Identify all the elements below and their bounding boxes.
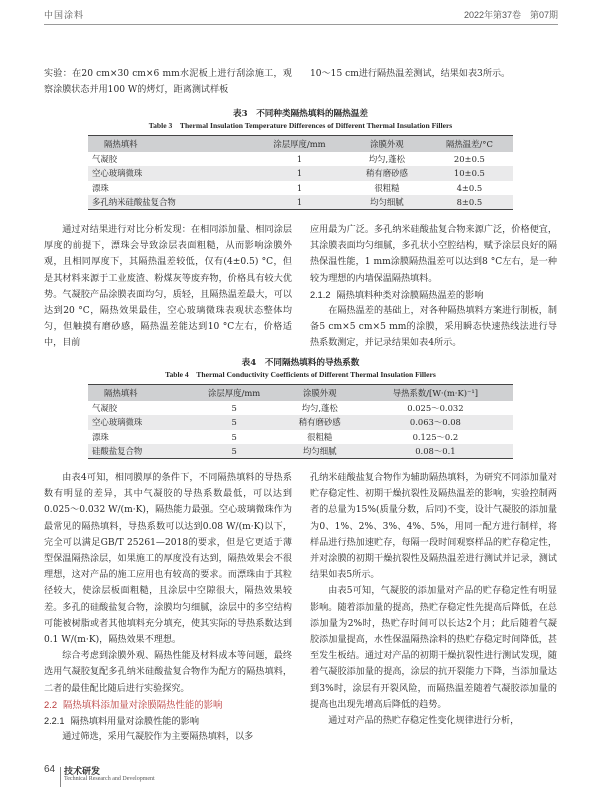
table-cell: 空心玻璃微珠 — [88, 166, 251, 181]
bottom-left-paragraph: 由表4可知，相同膜厚的条件下，不同隔热填料的导热系数有明显的差异，其中气凝胶的导热系数最低，可以达到0.025～0.032 W/(m·K)，隔热能力最强。空心玻璃微珠作为最常见的隔热填料，导热系数可以达到0.08 W/(m·K)以下，完全可以满足GB/T 25261—2018的要求，但是它更适于薄型保温隔热涂层，如果施工的厚度没有达到，隔热效果会不很理想，这对产品的施工应用也有较高的要求。而漂珠由于其粒径较大，使涂层板面粗糙，且涂层中空隙很大，隔热效果较差。多孔的硅酸盐复合物，涂膜均匀细腻，涂层中的多空结构可能被树脂或者其他填料充分填充，使其实际的导热系数达到0.1 W/(m·K)，隔热效果不理想。 — [44, 473, 292, 646]
subsection-title: 隔热填料种类对涂膜隔热温差的影响 — [336, 289, 484, 300]
top-right-text — [310, 66, 557, 82]
table4-title-cn: 表4 不同隔热填料的导热系数 — [241, 358, 360, 368]
table-cell: 硅酸盐复合物 — [88, 444, 187, 459]
table4-header: 涂层厚度/mm — [187, 385, 282, 401]
section-heading-2-2 — [44, 697, 292, 713]
table-row — [88, 166, 513, 181]
table-cell: 多孔纳米硅酸盐复合物 — [88, 195, 251, 210]
subsection-number: 2.2.1 — [44, 716, 65, 727]
table-cell: 很粗糙 — [307, 431, 333, 442]
table-cell: 5 — [231, 431, 237, 442]
table-row — [88, 181, 513, 196]
table3-title-cn: 表3 不同种类隔热填料的隔热温差 — [233, 109, 368, 119]
table-cell: 1 — [296, 182, 303, 193]
table-cell: 1 — [251, 166, 348, 181]
table-cell: 漂珠 — [92, 431, 109, 442]
table3-header: 涂层厚度/mm — [251, 136, 348, 152]
journal-name: 中国涂料 — [44, 10, 85, 20]
table-row — [88, 195, 513, 210]
bottom-right-text — [310, 470, 557, 729]
section-title: 隔热填料添加量对涂膜隔热性能的影响 — [63, 698, 223, 710]
top-right-paragraph: 10～15 cm进行隔热温差测试，结果如表3所示。 — [310, 69, 511, 79]
table-cell: 10±0.5 — [426, 166, 513, 181]
bottom-left-paragraph-2: 综合考虑到涂膜外观、隔热性能及材料成本等问题，最终选用气凝胶复配多孔纳米硅酸盐复合物作为配方的隔热填料，二者的最佳配比随后进行实验探究。 — [44, 651, 292, 694]
table-cell: 漂珠 — [92, 182, 109, 193]
table3-header-row — [88, 136, 513, 152]
table-cell: 8±0.5 — [426, 195, 513, 210]
table-cell: 5 — [231, 402, 237, 413]
bottom-right-paragraph: 孔纳米硅酸盐复合物作为辅助隔热填料，为研究不同添加量对贮存稳定性、初期干燥抗裂性及隔热温差的影响，实验控制两者的总量为15%(质量分数，后同)不变，设计气凝胶的添加量为0、1%、2%、3%、4%、5%，用同一配方进行制样，将样品进行热加速贮存，每隔一段时间观察样品的贮存稳定性，并对涂膜的初期干燥抗裂性及隔热温差进行测试并记录，测试结果如表5所示。 — [310, 473, 557, 581]
subsection-heading-2-2-1 — [44, 713, 292, 729]
mid-right-paragraph: 应用最为广泛。多孔纳米硅酸盐复合物来源广泛，价格便宜，其涂膜表面均匀细腻，多孔状小空腔结构，赋予涂层良好的隔热保温性能，1 mm涂膜隔热温差可以达到8 °C左右，是一种较为理想的内墙保温隔热填料。 — [310, 225, 557, 284]
table3-caption — [44, 108, 557, 132]
table4-header: 隔热填料 — [88, 385, 187, 401]
page-number: 64 — [44, 764, 56, 775]
table-cell: 5 — [187, 415, 282, 430]
table-cell: 0.025～0.032 — [407, 402, 464, 413]
mid-left-text — [44, 222, 292, 352]
issue-info: 2022年第37卷 第07期 — [463, 10, 558, 20]
table-row — [88, 401, 513, 416]
table-row — [88, 430, 513, 445]
subsection-number: 2.1.2 — [310, 289, 331, 300]
table-cell: 均匀细腻 — [348, 195, 426, 210]
table3-header: 隔热填料 — [88, 136, 251, 152]
footer-section-en: Technical Research and Development — [64, 776, 155, 782]
table4-header-row — [88, 385, 513, 401]
table3-header: 隔热温差/°C — [426, 136, 513, 152]
footer-divider — [60, 767, 61, 787]
table3 — [88, 135, 513, 210]
header-rule — [44, 24, 558, 25]
table-cell: 0.125～0.2 — [412, 431, 459, 442]
table-cell: 稍有磨砂感 — [282, 415, 358, 430]
table-cell: 均匀,蓬松 — [301, 402, 338, 413]
table3-title-en: Table 3 Thermal Insulation Temperature Differences of Different Thermal Insulation Fillers — [148, 121, 453, 130]
table-row — [88, 444, 513, 459]
mid-right-paragraph-2: 在隔热温差的基础上，对各种隔热填料方案进行制板，制备5 cm×5 cm×5 mm的涂膜，采用瞬态快速热线法进行导热系数测定，并记录结果如表4所示。 — [310, 306, 557, 349]
table-cell: 4±0.5 — [456, 182, 483, 193]
table-cell: 空心玻璃微珠 — [88, 415, 187, 430]
section-number: 2.2 — [44, 698, 58, 710]
table-cell: 气凝胶 — [92, 402, 118, 413]
table-cell: 1 — [296, 153, 303, 164]
subsection-title: 隔热填料用量对涂膜性能的影响 — [70, 716, 200, 727]
table-cell: 均匀细腻 — [282, 444, 358, 459]
table4 — [88, 384, 513, 459]
footer-section-cn: 技术研发 — [64, 766, 101, 776]
subsection-heading-2-1-2 — [310, 287, 557, 303]
table-cell: 0.063～0.08 — [358, 415, 513, 430]
table-cell: 均匀,蓬松 — [368, 153, 405, 164]
table-cell: 气凝胶 — [92, 153, 118, 164]
mid-left-paragraph: 通过对结果进行对比分析发现：在相同添加量、相同涂层厚度的前提下，漂珠会导致涂层表面粗糙，从而影响涂膜外观，且相同厚度下，其隔热温差较低，仅有(4±0.5) °C，但是其材料来源于工业废渣、粉煤灰等废弃物，价格具有较大优势。气凝胶产品涂膜表面均匀，质轻，且隔热温差最大，可以达到20 °C，隔热效果最佳，空心玻璃微珠表观状态整体均匀，但触摸有磨砂感，隔热温差能达到10 °C左右，价格适中，目前 — [44, 225, 292, 349]
table4-header: 涂膜外观 — [282, 385, 358, 401]
table-row — [88, 152, 513, 167]
table4-caption — [44, 357, 557, 381]
table-cell: 0.08～0.1 — [358, 444, 513, 459]
table3-header: 涂膜外观 — [348, 136, 426, 152]
table-row — [88, 415, 513, 430]
bottom-left-text — [44, 470, 292, 745]
table4-header: 导热系数/[W·(m·K)⁻¹] — [358, 385, 513, 401]
mid-right-text — [310, 222, 557, 352]
top-left-text — [44, 66, 292, 98]
table4-title-en: Table 4 Thermal Conductivity Coefficients of Different Thermal Insulation Fillers — [165, 370, 436, 379]
table-cell: 5 — [187, 444, 282, 459]
bottom-right-paragraph-2: 由表5可知，气凝胶的添加量对产品的贮存稳定性有明显影响。随着添加量的提高，热贮存稳定性先提高后降低，在总添加量为2%时，热贮存时间可以长达2个月；此后随着气凝胶添加量提高，水性保温隔热涂料的热贮存稳定时间降低，甚至发生板结。通过对产品的初期干燥抗裂性进行测试发现，随着气凝胶添加量的提高，涂层的抗开裂能力下降，当添加量达到3%时，涂层有开裂风险，而隔热温差随着气凝胶添加量的提高也出现先增高后降低的趋势。 — [310, 586, 557, 710]
table-cell: 很粗糙 — [374, 182, 400, 193]
table-cell: 20±0.5 — [453, 153, 485, 164]
bottom-right-paragraph-3: 通过对产品的热贮存稳定性变化规律进行分析， — [328, 716, 520, 727]
table-cell: 稍有磨砂感 — [348, 166, 426, 181]
top-left-paragraph: 实验：在20 cm×30 cm×6 mm水泥板上进行刮涂施工，观察涂膜状态并用100 W的烤灯，距离测试样板 — [44, 69, 292, 96]
table-cell: 1 — [251, 195, 348, 210]
bottom-left-paragraph-3: 通过筛选，采用气凝胶作为主要隔热填料，以多 — [62, 732, 254, 743]
